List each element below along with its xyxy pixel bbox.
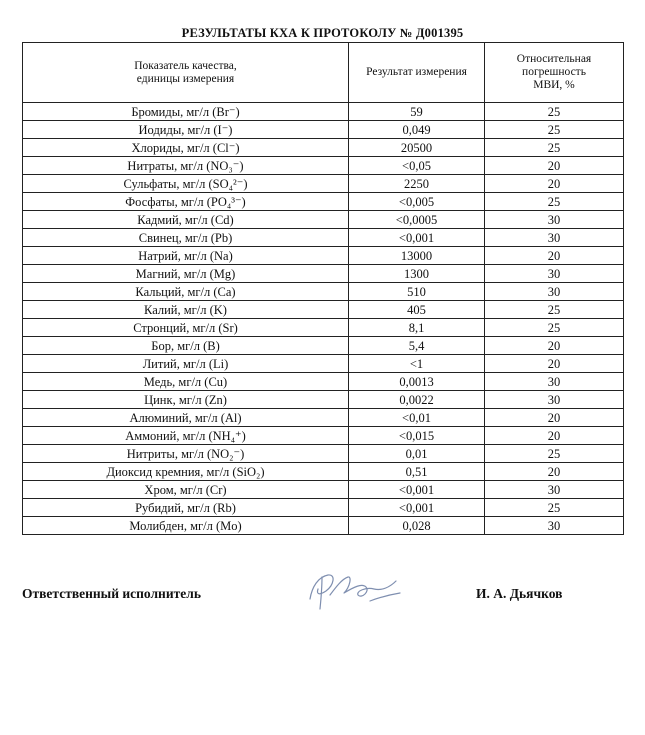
cell-indicator: Кадмий, мг/л (Cd) [23, 211, 349, 229]
cell-error: 25 [485, 319, 624, 337]
cell-error: 20 [485, 247, 624, 265]
table-row [23, 157, 624, 175]
cell-indicator: Литий, мг/л (Li) [23, 355, 349, 373]
cell-indicator: Нитриты, мг/л (NO₂⁻) [23, 445, 349, 463]
table-row [23, 499, 624, 517]
signature-image [300, 565, 420, 615]
cell-error: 20 [485, 175, 624, 193]
cell-indicator: Медь, мг/л (Cu) [23, 373, 349, 391]
cell-result: 2250 [349, 175, 485, 193]
header-indicator-line1: Показатель качества, [134, 59, 237, 72]
cell-result: <0,05 [349, 157, 485, 175]
cell-indicator: Стронций, мг/л (Sr) [23, 319, 349, 337]
cell-error: 25 [485, 193, 624, 211]
cell-error: 25 [485, 301, 624, 319]
cell-result: <0,0005 [349, 211, 485, 229]
header-indicator [23, 43, 349, 103]
cell-result: 0,01 [349, 445, 485, 463]
cell-indicator: Цинк, мг/л (Zn) [23, 391, 349, 409]
cell-result: <0,001 [349, 499, 485, 517]
header-result: Результат измерения [349, 43, 485, 103]
cell-result: 0,51 [349, 463, 485, 481]
cell-result: 0,0022 [349, 391, 485, 409]
cell-error: 20 [485, 427, 624, 445]
cell-indicator: Хлориды, мг/л (Cl⁻) [23, 139, 349, 157]
table-row [23, 319, 624, 337]
cell-indicator: Диоксид кремния, мг/л (SiO₂) [23, 463, 349, 481]
cell-result: <0,01 [349, 409, 485, 427]
cell-result: <0,005 [349, 193, 485, 211]
cell-result: <1 [349, 355, 485, 373]
cell-error: 30 [485, 517, 624, 535]
cell-result: <0,001 [349, 229, 485, 247]
table-row [23, 103, 624, 121]
table-row [23, 301, 624, 319]
table-row [23, 229, 624, 247]
header-indicator-line2: единицы измерения [136, 72, 235, 85]
cell-result: <0,001 [349, 481, 485, 499]
table-row [23, 355, 624, 373]
table-row [23, 247, 624, 265]
table-row [23, 391, 624, 409]
cell-indicator: Магний, мг/л (Mg) [23, 265, 349, 283]
header-error [485, 43, 624, 103]
cell-result: 5,4 [349, 337, 485, 355]
header-error-line3: МВИ, % [533, 79, 575, 91]
cell-result: 0,0013 [349, 373, 485, 391]
cell-indicator: Алюминий, мг/л (Al) [23, 409, 349, 427]
table-row [23, 121, 624, 139]
results-table-header [23, 43, 624, 103]
cell-error: 20 [485, 463, 624, 481]
responsible-name: И. А. Дьячков [476, 586, 563, 601]
table-row [23, 463, 624, 481]
table-row [23, 283, 624, 301]
cell-indicator: Хром, мг/л (Cr) [23, 481, 349, 499]
cell-error: 30 [485, 229, 624, 247]
cell-error: 25 [485, 445, 624, 463]
table-row [23, 409, 624, 427]
cell-error: 20 [485, 355, 624, 373]
cell-error: 25 [485, 103, 624, 121]
cell-result: 0,028 [349, 517, 485, 535]
cell-result: 13000 [349, 247, 485, 265]
cell-indicator: Иодиды, мг/л (I⁻) [23, 121, 349, 139]
table-row [23, 265, 624, 283]
cell-error: 25 [485, 499, 624, 517]
cell-indicator: Сульфаты, мг/л (SO₄²⁻) [23, 175, 349, 193]
cell-indicator: Рубидий, мг/л (Rb) [23, 499, 349, 517]
cell-error: 25 [485, 121, 624, 139]
cell-result: 59 [349, 103, 485, 121]
cell-indicator: Калий, мг/л (K) [23, 301, 349, 319]
cell-result: 20500 [349, 139, 485, 157]
cell-indicator: Бор, мг/л (B) [23, 337, 349, 355]
table-row [23, 175, 624, 193]
cell-error: 20 [485, 157, 624, 175]
cell-error: 30 [485, 373, 624, 391]
header-error-line1: Относительная [516, 53, 592, 65]
table-row [23, 445, 624, 463]
header-row [23, 43, 624, 103]
cell-result: 1300 [349, 265, 485, 283]
results-table-body [23, 103, 624, 535]
header-error-line2: погрешность [522, 66, 586, 78]
cell-result: 405 [349, 301, 485, 319]
cell-error: 30 [485, 481, 624, 499]
cell-indicator: Молибден, мг/л (Mo) [23, 517, 349, 535]
table-row [23, 481, 624, 499]
table-row [23, 337, 624, 355]
cell-indicator: Кальций, мг/л (Ca) [23, 283, 349, 301]
table-row [23, 517, 624, 535]
cell-indicator: Фосфаты, мг/л (PO₄³⁻) [23, 193, 349, 211]
cell-error: 25 [485, 139, 624, 157]
table-row [23, 427, 624, 445]
cell-error: 30 [485, 391, 624, 409]
cell-indicator: Натрий, мг/л (Na) [23, 247, 349, 265]
cell-error: 30 [485, 211, 624, 229]
results-table [22, 42, 624, 535]
table-row [23, 373, 624, 391]
cell-indicator: Свинец, мг/л (Pb) [23, 229, 349, 247]
cell-indicator: Нитраты, мг/л (NO₃⁻) [23, 157, 349, 175]
cell-result: 510 [349, 283, 485, 301]
cell-error: 20 [485, 409, 624, 427]
table-row [23, 211, 624, 229]
cell-error: 30 [485, 265, 624, 283]
table-row [23, 193, 624, 211]
document-title: РЕЗУЛЬТАТЫ КХА К ПРОТОКОЛУ № Д001395 [181, 26, 464, 40]
cell-error: 30 [485, 283, 624, 301]
cell-result: <0,015 [349, 427, 485, 445]
cell-result: 0,049 [349, 121, 485, 139]
table-row [23, 139, 624, 157]
responsible-role: Ответственный исполнитель [22, 586, 201, 601]
cell-result: 8,1 [349, 319, 485, 337]
cell-error: 20 [485, 337, 624, 355]
cell-indicator: Аммоний, мг/л (NH₄⁺) [23, 427, 349, 445]
cell-indicator: Бромиды, мг/л (Br⁻) [23, 103, 349, 121]
